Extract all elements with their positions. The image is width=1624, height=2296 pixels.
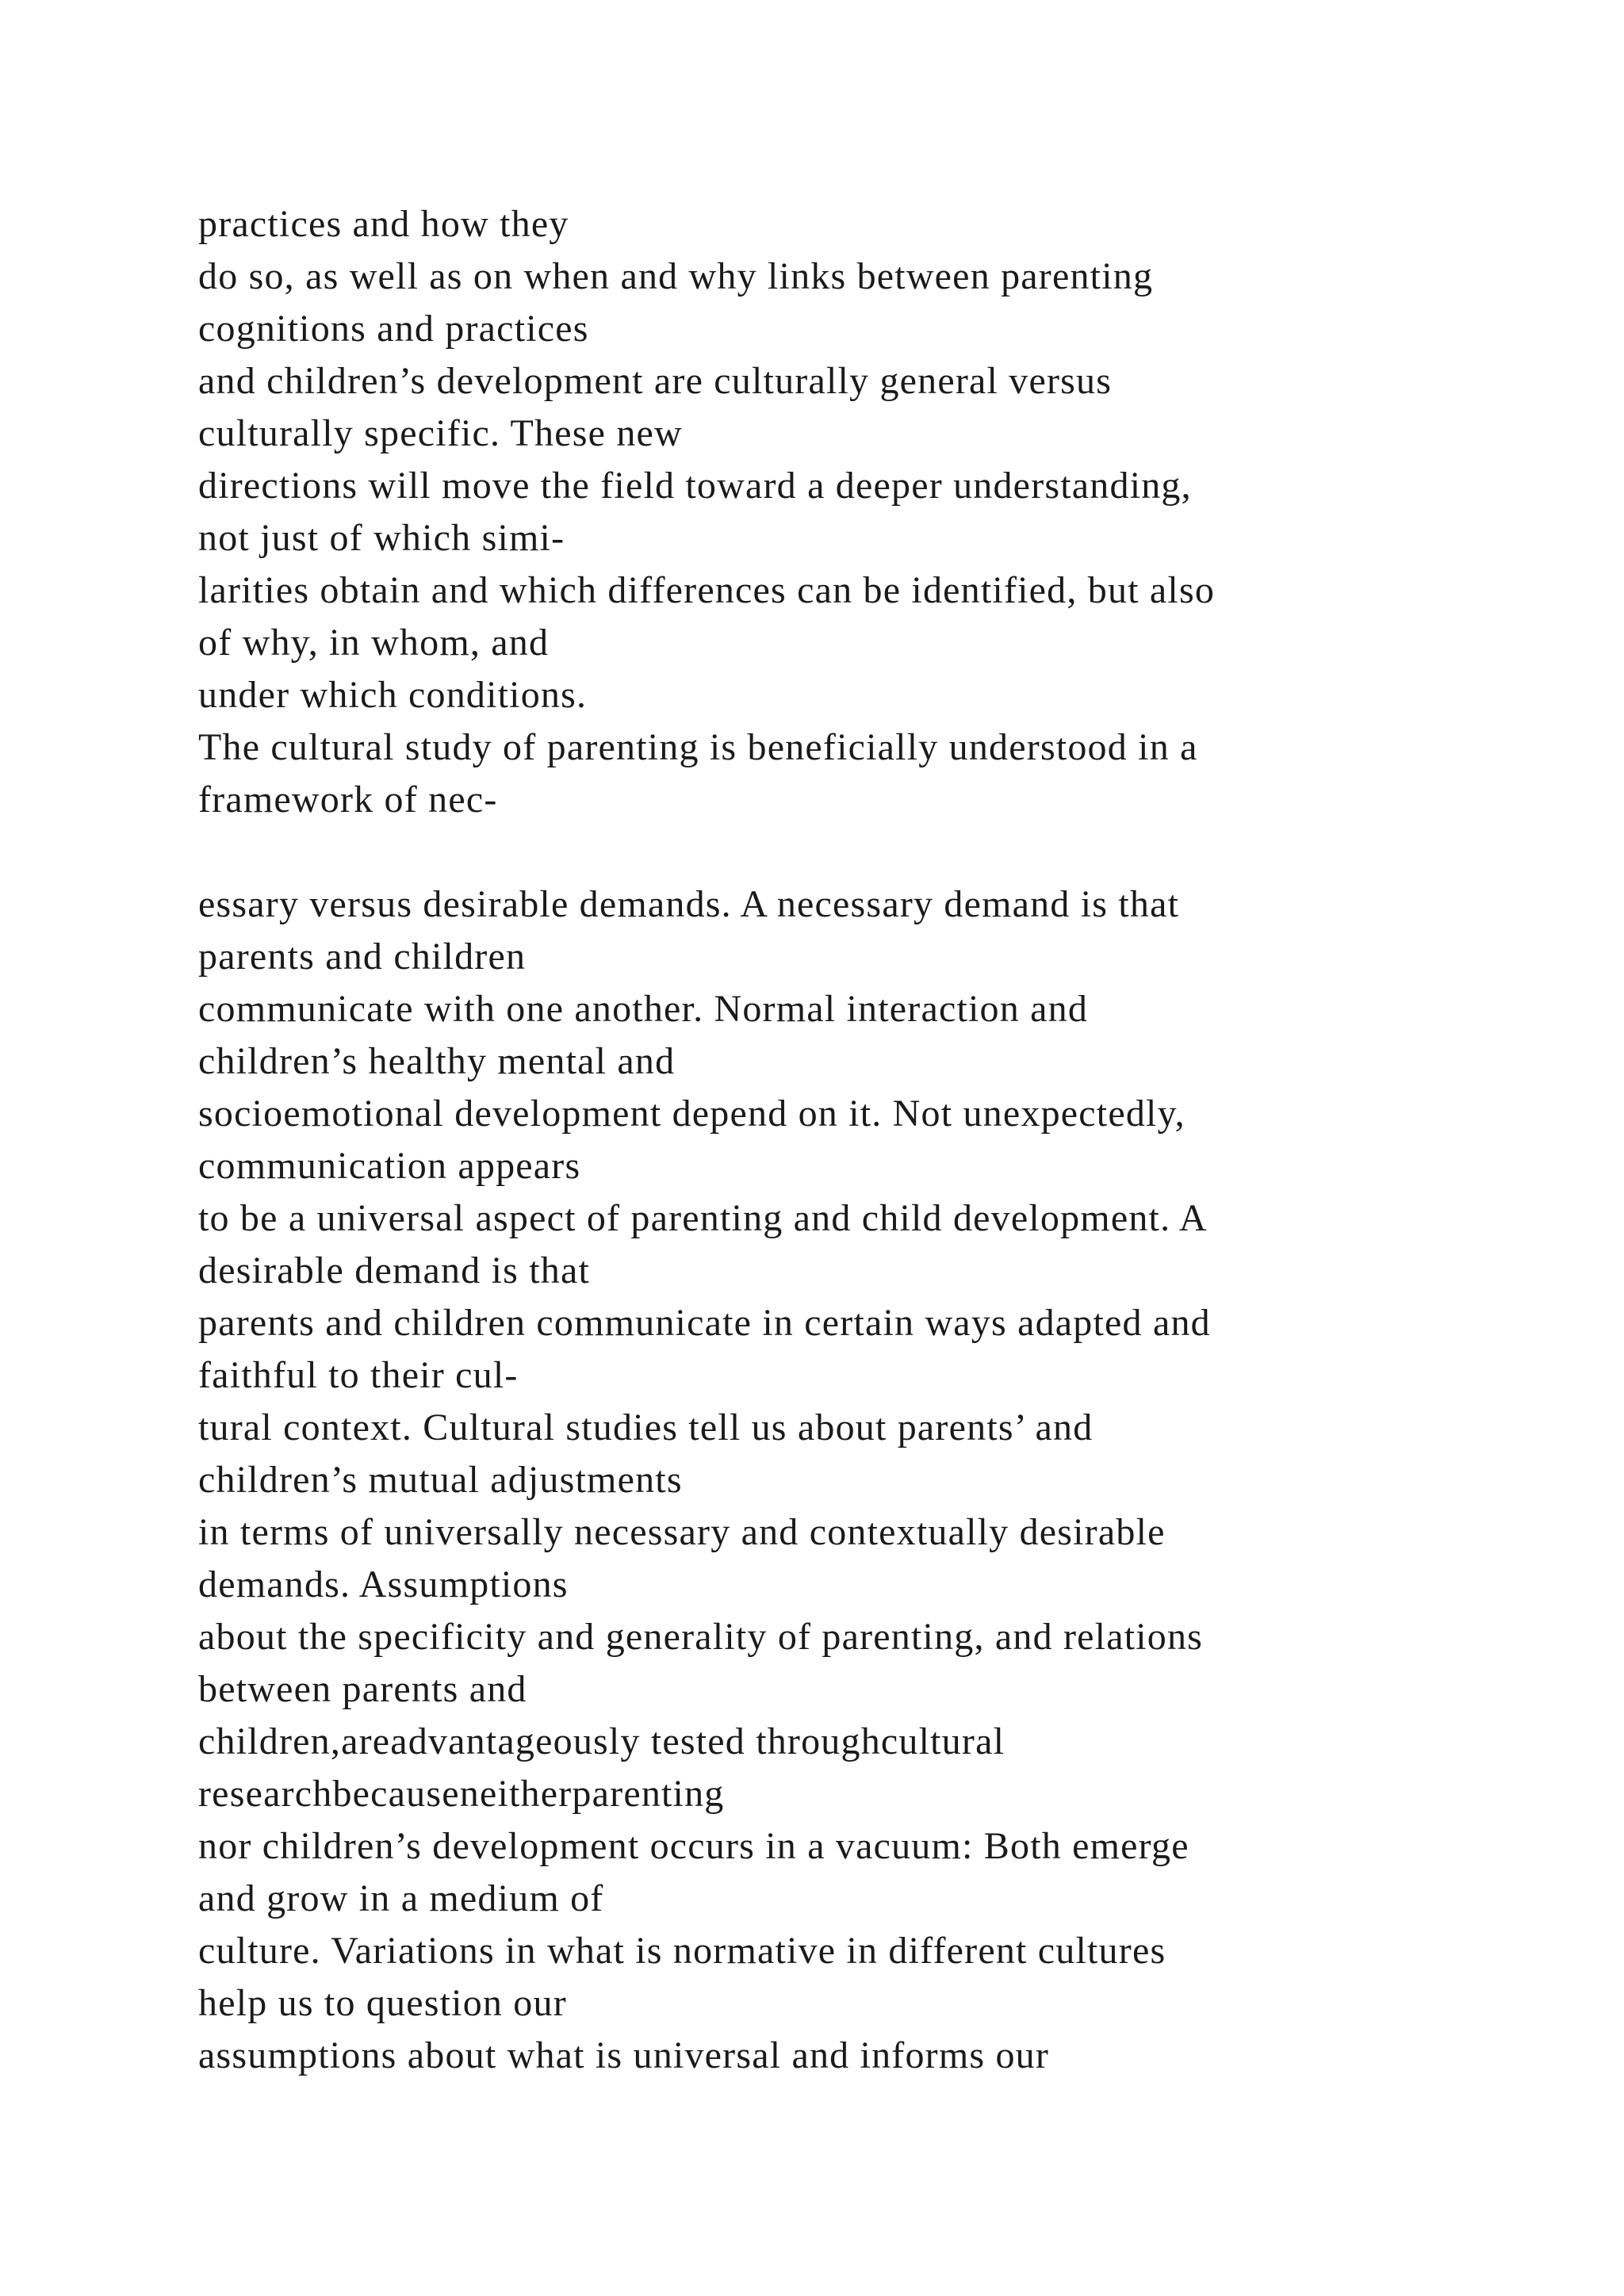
text-line: parents and children communicate in certain ways adapted and <box>198 1302 1211 1344</box>
text-line: larities obtain and which differences can be identified, but also <box>198 569 1216 611</box>
text-line: between parents and <box>198 1668 527 1710</box>
text-line: directions will move the field toward a deeper understanding, <box>198 465 1192 507</box>
text-line: assumptions about what is universal and informs our <box>198 2034 1050 2076</box>
text-line: The cultural study of parenting is beneficially understood in a <box>198 726 1198 768</box>
text-line: essary versus desirable demands. A necessary demand is that <box>198 883 1180 925</box>
text-line: framework of nec- <box>198 779 498 821</box>
text-line: children,areadvantageously tested throughcultural <box>198 1720 1005 1762</box>
text-line: do so, as well as on when and why links between parenting <box>198 255 1154 297</box>
text-line: tural context. Cultural studies tell us about parents’ and <box>198 1406 1094 1448</box>
text-line: and children’s development are culturally general versus <box>198 360 1113 402</box>
text-line: and grow in a medium of <box>198 1877 604 1919</box>
text-line: about the specificity and generality of parenting, and relations <box>198 1616 1204 1658</box>
text-line: cognitions and practices <box>198 308 589 350</box>
text-line: parents and children <box>198 936 527 978</box>
text-line: children’s healthy mental and <box>198 1040 676 1082</box>
text-line: communication appears <box>198 1145 581 1187</box>
text-line: communicate with one another. Normal interaction and <box>198 988 1089 1030</box>
text-line: children’s mutual adjustments <box>198 1459 683 1501</box>
paragraph-block-1 <box>198 198 1435 826</box>
text-line: of why, in whom, and <box>198 622 550 664</box>
text-line: culture. Variations in what is normative in different cultures <box>198 1930 1166 1972</box>
text-line: practices and how they <box>198 203 569 245</box>
text-line: not just of which simi- <box>198 517 565 559</box>
text-line: nor children’s development occurs in a vacuum: Both emerge <box>198 1825 1189 1867</box>
text-line: in terms of universally necessary and contextually desirable <box>198 1511 1166 1553</box>
text-line: demands. Assumptions <box>198 1563 569 1605</box>
paragraph-block-2 <box>198 878 1435 2082</box>
text-line: researchbecauseneitherparenting <box>198 1773 725 1815</box>
document-page <box>198 198 1435 2082</box>
text-line: to be a universal aspect of parenting and child development. A <box>198 1197 1208 1239</box>
text-line: culturally specific. These new <box>198 412 683 454</box>
text-line: socioemotional development depend on it. Not unexpectedly, <box>198 1093 1185 1135</box>
blank-line <box>198 826 1435 878</box>
text-line: desirable demand is that <box>198 1249 590 1292</box>
text-line: faithful to their cul- <box>198 1354 519 1396</box>
text-line: help us to question our <box>198 1982 567 2024</box>
text-line: under which conditions. <box>198 674 588 716</box>
